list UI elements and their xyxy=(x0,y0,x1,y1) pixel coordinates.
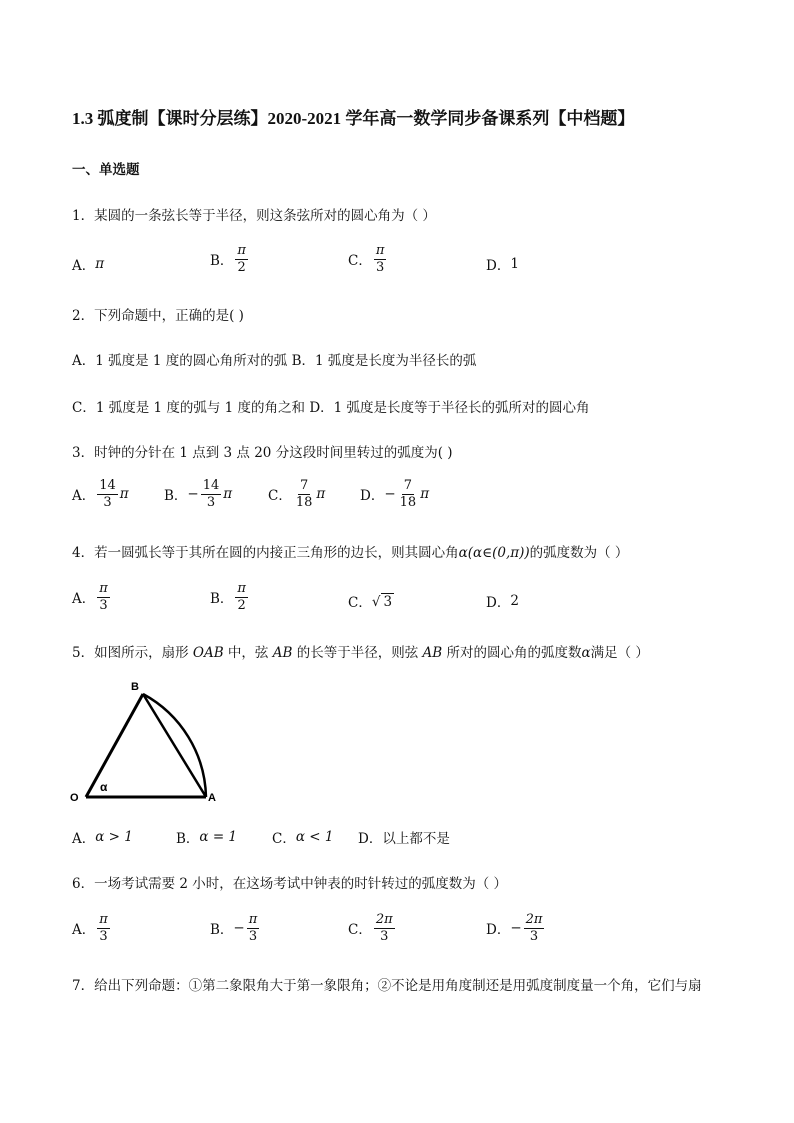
q6-option-a: A． $\frac{\pi}{3}$ xyxy=(72,912,108,944)
question-7-stem: 7．给出下列命题：①第二象限角大于第一象限角；②不论是用角度制还是用弧度制度量一个角，它们与扇 xyxy=(72,978,702,994)
sector-figure xyxy=(66,678,226,808)
q3-option-b: B． − $\frac{14}{3}$ π xyxy=(164,478,233,510)
q4-option-b: B． $\frac{\pi}{2}$ xyxy=(210,581,246,613)
q5-option-d: D． 以上都不是 xyxy=(358,831,450,847)
q6-option-b: B． − $\frac{\pi}{3}$ xyxy=(210,912,258,944)
label-a: A xyxy=(208,792,216,804)
question-5-stem: 5．如图所示，扇形 OAB 中，弦 AB 的长等于半径，则弦 AB 所对的圆心角的弧度数α满足（ ） xyxy=(72,645,649,661)
question-6-stem: 6．一场考试需要 2 小时，在这场考试中钟表的时针转过的弧度数为（ ） xyxy=(72,876,508,892)
label-b: B xyxy=(131,681,139,693)
q3-option-a: A． $\frac{14}{3}$ π xyxy=(72,478,129,510)
q5-option-a: A． α > 1 xyxy=(72,829,133,847)
label-o: O xyxy=(70,792,79,804)
page-title: 1.3 弧度制【课时分层练】2020-2021 学年高一数学同步备课系列【中档题】 xyxy=(72,109,635,128)
q1-option-d: D． 1 xyxy=(486,256,519,274)
q4-option-c: C． √ 3 xyxy=(348,593,393,611)
q3-option-d: D． − $\frac{7}{18}$ π xyxy=(360,478,430,510)
q2-options-row-1: A．1 弧度是 1 度的圆心角所对的弧 B．1 弧度是长度为半径长的弧 xyxy=(72,353,477,369)
q3-option-c: C． $\frac{7}{18}$ π xyxy=(268,478,326,510)
radius-ob xyxy=(86,694,143,797)
q6-option-c: C． $\frac{2\pi}{3}$ xyxy=(348,912,393,944)
chord-ab xyxy=(143,694,206,797)
q1-option-c: C． $\frac{\pi}{3}$ xyxy=(348,243,385,275)
q5-option-c: C． α < 1 xyxy=(272,829,334,847)
question-3-stem: 3．时钟的分针在 1 点到 3 点 20 分这段时间里转过的弧度为( ) xyxy=(72,445,453,461)
q4-option-d: D． 2 xyxy=(486,593,519,611)
question-1-stem: 1．某圆的一条弦长等于半径，则这条弦所对的圆心角为（ ） xyxy=(72,208,436,224)
section-heading: 一、单选题 xyxy=(72,162,140,178)
q2-options-row-2: C．1 弧度是 1 度的弧与 1 度的角之和 D．1 弧度是长度等于半径长的弧所对的圆心角 xyxy=(72,400,590,416)
q4-option-a: A． $\frac{\pi}{3}$ xyxy=(72,581,108,613)
q6-option-d: D． − $\frac{2\pi}{3}$ xyxy=(486,912,543,944)
question-4-stem: 4．若一圆弧长等于其所在圆的内接正三角形的边长，则其圆心角α(α∈(0,π))的弧度数为（ ） xyxy=(72,545,629,561)
q1-option-a: A． π xyxy=(72,256,105,274)
label-alpha: α xyxy=(100,780,108,794)
q1-option-b: B． $\frac{\pi}{2}$ xyxy=(210,243,246,275)
q5-option-b: B． α = 1 xyxy=(176,829,238,847)
question-2-stem: 2．下列命题中，正确的是( ) xyxy=(72,308,244,324)
